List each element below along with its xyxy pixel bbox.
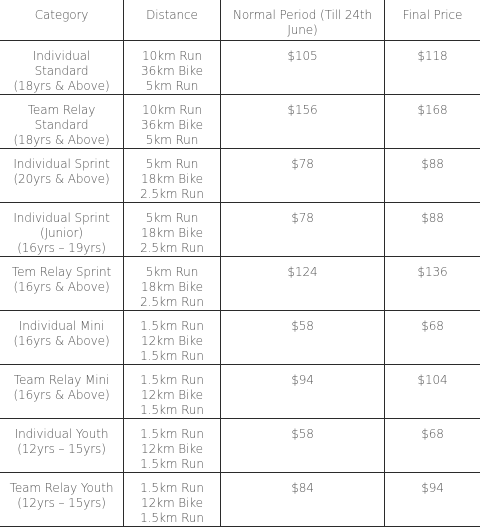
final-price-cell-value: $88 <box>385 157 480 172</box>
category-cell-line: (12yrs – 15yrs) <box>0 496 123 511</box>
category-cell <box>0 419 124 473</box>
normal-price-cell <box>221 95 385 149</box>
distance-cell-line: 18km Bike <box>124 172 220 187</box>
normal-price-cell-value: $78 <box>221 211 384 226</box>
normal-price-cell <box>221 365 385 419</box>
category-cell <box>0 257 124 311</box>
distance-cell-line: 2.5km Run <box>124 241 220 256</box>
final-price-cell <box>385 41 480 95</box>
table-row <box>0 419 480 473</box>
category-cell-line: Individual Mini <box>0 319 123 334</box>
distance-cell-line: 5km Run <box>124 211 220 226</box>
table-row <box>0 311 480 365</box>
table-row <box>0 473 480 527</box>
category-cell-line: Individual Sprint <box>0 157 123 172</box>
distance-cell-line: 1.5km Run <box>124 319 220 334</box>
header-final-price: Final Price <box>385 0 480 41</box>
final-price-cell <box>385 473 480 527</box>
category-cell-line: Team Relay Mini <box>0 373 123 388</box>
normal-price-cell <box>221 257 385 311</box>
category-cell-line: (16yrs & Above) <box>0 388 123 403</box>
final-price-cell-value: $168 <box>385 103 480 118</box>
distance-cell-line: 18km Bike <box>124 226 220 241</box>
category-cell-line: (16yrs – 19yrs) <box>0 241 123 256</box>
distance-cell <box>124 419 221 473</box>
table-row <box>0 365 480 419</box>
final-price-cell <box>385 257 480 311</box>
category-cell-line: Individual <box>0 49 123 64</box>
normal-price-cell <box>221 419 385 473</box>
category-cell-line: (16yrs & Above) <box>0 334 123 349</box>
category-cell-line: Standard <box>0 118 123 133</box>
category-cell <box>0 41 124 95</box>
final-price-cell-value: $136 <box>385 265 480 280</box>
table-row <box>0 149 480 203</box>
distance-cell <box>124 203 221 257</box>
distance-cell-line: 12km Bike <box>124 388 220 403</box>
distance-cell <box>124 473 221 527</box>
normal-price-cell-value: $156 <box>221 103 384 118</box>
distance-cell <box>124 257 221 311</box>
table-body <box>0 41 480 527</box>
final-price-cell <box>385 95 480 149</box>
category-cell-line: (20yrs & Above) <box>0 172 123 187</box>
final-price-cell-value: $94 <box>385 481 480 496</box>
distance-cell-line: 12km Bike <box>124 442 220 457</box>
distance-cell-line: 10km Run <box>124 103 220 118</box>
category-cell-line: (18yrs & Above) <box>0 79 123 94</box>
distance-cell-line: 1.5km Run <box>124 349 220 364</box>
category-cell-line: Team Relay <box>0 103 123 118</box>
category-cell-line: (18yrs & Above) <box>0 133 123 148</box>
category-cell-line: Team Relay Youth <box>0 481 123 496</box>
category-cell <box>0 149 124 203</box>
distance-cell-line: 2.5km Run <box>124 187 220 202</box>
distance-cell-line: 36km Bike <box>124 118 220 133</box>
distance-cell-line: 1.5km Run <box>124 481 220 496</box>
category-cell <box>0 203 124 257</box>
distance-cell <box>124 149 221 203</box>
distance-cell-line: 12km Bike <box>124 496 220 511</box>
category-cell <box>0 95 124 149</box>
header-distance: Distance <box>124 0 221 41</box>
distance-cell-line: 5km Run <box>124 157 220 172</box>
distance-cell-line: 1.5km Run <box>124 511 220 526</box>
final-price-cell <box>385 311 480 365</box>
final-price-cell <box>385 365 480 419</box>
normal-price-cell-value: $105 <box>221 49 384 64</box>
final-price-cell-value: $68 <box>385 319 480 334</box>
category-cell <box>0 311 124 365</box>
distance-cell-line: 1.5km Run <box>124 427 220 442</box>
category-cell <box>0 473 124 527</box>
category-cell-line: Tem Relay Sprint <box>0 265 123 280</box>
final-price-cell <box>385 419 480 473</box>
distance-cell <box>124 41 221 95</box>
final-price-cell <box>385 149 480 203</box>
header-normal-period: Normal Period (Till 24th June) <box>221 0 385 41</box>
final-price-cell-value: $68 <box>385 427 480 442</box>
normal-price-cell <box>221 203 385 257</box>
final-price-cell-value: $88 <box>385 211 480 226</box>
normal-price-cell-value: $78 <box>221 157 384 172</box>
table-row <box>0 203 480 257</box>
distance-cell-line: 5km Run <box>124 79 220 94</box>
distance-cell-line: 5km Run <box>124 133 220 148</box>
category-cell-line: (Junior) <box>0 226 123 241</box>
normal-price-cell-value: $58 <box>221 427 384 442</box>
normal-price-cell-value: $124 <box>221 265 384 280</box>
normal-price-cell-value: $94 <box>221 373 384 388</box>
distance-cell-line: 36km Bike <box>124 64 220 79</box>
table-row <box>0 41 480 95</box>
distance-cell-line: 12km Bike <box>124 334 220 349</box>
category-cell-line: Standard <box>0 64 123 79</box>
normal-price-cell <box>221 473 385 527</box>
table-row <box>0 95 480 149</box>
category-cell <box>0 365 124 419</box>
category-cell-line: Individual Sprint <box>0 211 123 226</box>
distance-cell-line: 1.5km Run <box>124 403 220 418</box>
normal-price-cell <box>221 311 385 365</box>
normal-price-cell-value: $58 <box>221 319 384 334</box>
table-header-row <box>0 0 480 41</box>
distance-cell-line: 18km Bike <box>124 280 220 295</box>
final-price-cell-value: $104 <box>385 373 480 388</box>
header-category: Category <box>0 0 124 41</box>
distance-cell-line: 1.5km Run <box>124 373 220 388</box>
distance-cell <box>124 311 221 365</box>
normal-price-cell <box>221 149 385 203</box>
distance-cell-line: 2.5km Run <box>124 295 220 310</box>
normal-price-cell-value: $84 <box>221 481 384 496</box>
distance-cell-line: 5km Run <box>124 265 220 280</box>
final-price-cell-value: $118 <box>385 49 480 64</box>
distance-cell-line: 10km Run <box>124 49 220 64</box>
final-price-cell <box>385 203 480 257</box>
distance-cell <box>124 95 221 149</box>
distance-cell <box>124 365 221 419</box>
category-cell-line: (12yrs – 15yrs) <box>0 442 123 457</box>
table-row <box>0 257 480 311</box>
normal-price-cell <box>221 41 385 95</box>
category-cell-line: Individual Youth <box>0 427 123 442</box>
category-cell-line: (16yrs & Above) <box>0 280 123 295</box>
distance-cell-line: 1.5km Run <box>124 457 220 472</box>
